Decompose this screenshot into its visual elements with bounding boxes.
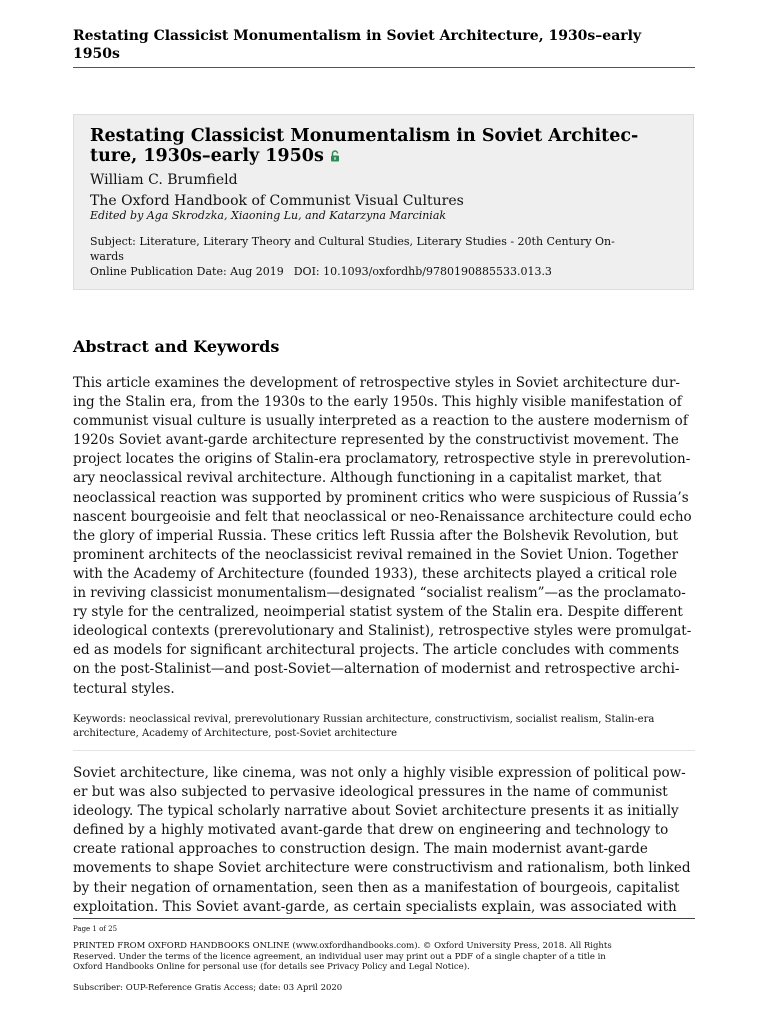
article-title bbox=[90, 126, 680, 166]
doi: DOI: 10.1093/oxfordhb/9780190885533.013.3 bbox=[293, 265, 552, 278]
subscriber-info: Subscriber: OUP-Reference Gratis Access; date: 03 April 2020 bbox=[73, 983, 343, 993]
article-title-line: Restating Classicist Monumentalism in Soviet Architec- bbox=[90, 126, 639, 146]
subject-text: Subject: Literature, Literary Theory and Cultural Studies, Literary Studies - 20th Century On- bbox=[90, 235, 615, 248]
text-line: ideology. The typical scholarly narrative about Soviet architecture presents it as initially bbox=[73, 803, 679, 820]
text-line: 1920s Soviet avant-garde architecture represented by the constructivist movement. The bbox=[73, 432, 679, 449]
publication-date: Online Publication Date: Aug 2019 bbox=[90, 265, 284, 278]
running-head bbox=[73, 27, 695, 63]
abstract-heading: Abstract and Keywords bbox=[73, 337, 280, 356]
text-line: ing the Stalin era, from the 1930s to the early 1950s. This highly visible manifestation of bbox=[73, 394, 682, 411]
text-line: defined by a highly motivated avant-garde that drew on engineering and technology to bbox=[73, 822, 669, 839]
header-divider bbox=[73, 67, 695, 68]
editors-line: Edited by Aga Skrodzka, Xiaoning Lu, and Katarzyna Marciniak bbox=[90, 209, 447, 222]
text-line: Soviet architecture, like cinema, was not only a highly visible expression of political pow- bbox=[73, 765, 686, 781]
text-line: ary neoclassical revival architecture. Although functioning in a capitalist market, that bbox=[73, 470, 662, 487]
subject-line bbox=[90, 234, 650, 264]
text-line: the glory of imperial Russia. These critics left Russia after the Bolshevik Revolution, but bbox=[73, 527, 679, 544]
text-line: movements to shape Soviet architecture were constructivism and rationalism, both linked bbox=[73, 860, 691, 877]
text-line: neoclassical reaction was supported by prominent critics who were suspicious of Russia’s bbox=[73, 489, 689, 506]
text-line: ed as models for significant architectural projects. The article concludes with comments bbox=[73, 642, 680, 659]
text-line: nascent bourgeoisie and felt that neoclassical or neo-Renaissance architecture could echo bbox=[73, 508, 692, 525]
text-line: tectural styles. bbox=[73, 680, 175, 697]
keywords bbox=[73, 713, 695, 740]
text-line: project locates the origins of Stalin-era proclamatory, retrospective style in prerevolution- bbox=[73, 451, 691, 468]
copyright-line: PRINTED FROM OXFORD HANDBOOKS ONLINE (www.oxfordhandbooks.com). © Oxford University Press, 2018. All Rights bbox=[73, 941, 612, 951]
text-line: ideological contexts (prerevolutionary and Stalinist), retrospective styles were promulgat- bbox=[73, 623, 692, 640]
text-line: with the Academy of Architecture (founded 1933), these architects played a critical role bbox=[73, 565, 678, 582]
text-line: er but was also subjected to pervasive ideological pressures in the name of communist bbox=[73, 784, 668, 801]
text-line: exploitation. This Soviet avant-garde, as certain specialists explain, was associated with bbox=[73, 898, 677, 915]
copyright-line: Oxford Handbooks Online for personal use (for details see Privacy Policy and Legal Notice). bbox=[73, 962, 470, 972]
author-name: William C. Brumfield bbox=[90, 172, 238, 188]
footer-divider bbox=[73, 918, 695, 919]
article-title-text: ture, 1930s–early 1950s bbox=[90, 146, 324, 166]
page-number: Page 1 of 25 bbox=[73, 925, 118, 933]
copyright-line: Reserved. Under the terms of the licence agreement, an individual user may print out a PDF of a single chapter of a title in bbox=[73, 951, 606, 962]
publication-info bbox=[90, 264, 552, 279]
text-line: in reviving classicist monumentalism—designated “socialist realism”—as the proclamato- bbox=[73, 585, 686, 602]
abstract-paragraph bbox=[73, 374, 697, 699]
text-line: This article examines the development of retrospective styles in Soviet architecture dur- bbox=[73, 375, 680, 391]
open-lock-icon bbox=[330, 150, 340, 162]
running-head-line: Restating Classicist Monumentalism in Soviet Architecture, 1930s–early bbox=[73, 28, 642, 44]
text-line: prominent architects of the neoclassicist revival remained in the Soviet Union. Together bbox=[73, 546, 679, 563]
body-paragraph bbox=[73, 764, 697, 917]
text-line: communist visual culture is usually interpreted as a reaction to the austere modernism of bbox=[73, 413, 688, 430]
keywords-line: architecture, Academy of Architecture, post-Soviet architecture bbox=[73, 727, 398, 739]
article-title-line bbox=[90, 146, 680, 166]
copyright-notice bbox=[73, 941, 695, 973]
keywords-line: Keywords: neoclassical revival, prerevolutionary Russian architecture, constructivism, socialist realism, Stalin-era bbox=[73, 714, 655, 725]
text-line: on the post-Stalinist—and post-Soviet—alternation of modernist and retrospective archi- bbox=[73, 661, 680, 678]
book-title: The Oxford Handbook of Communist Visual Cultures bbox=[90, 193, 464, 209]
keywords-divider bbox=[73, 750, 695, 751]
text-line: ry style for the centralized, neoimperial statist system of the Stalin era. Despite different bbox=[73, 604, 683, 621]
text-line: create rational approaches to construction design. The main modernist avant-garde bbox=[73, 841, 648, 858]
text-line: by their negation of ornamentation, seen then as a manifestation of bourgeois, capitalist bbox=[73, 879, 680, 896]
article-info-box bbox=[73, 114, 694, 290]
subject-text: wards bbox=[90, 250, 124, 263]
running-head-line: 1950s bbox=[73, 46, 120, 62]
